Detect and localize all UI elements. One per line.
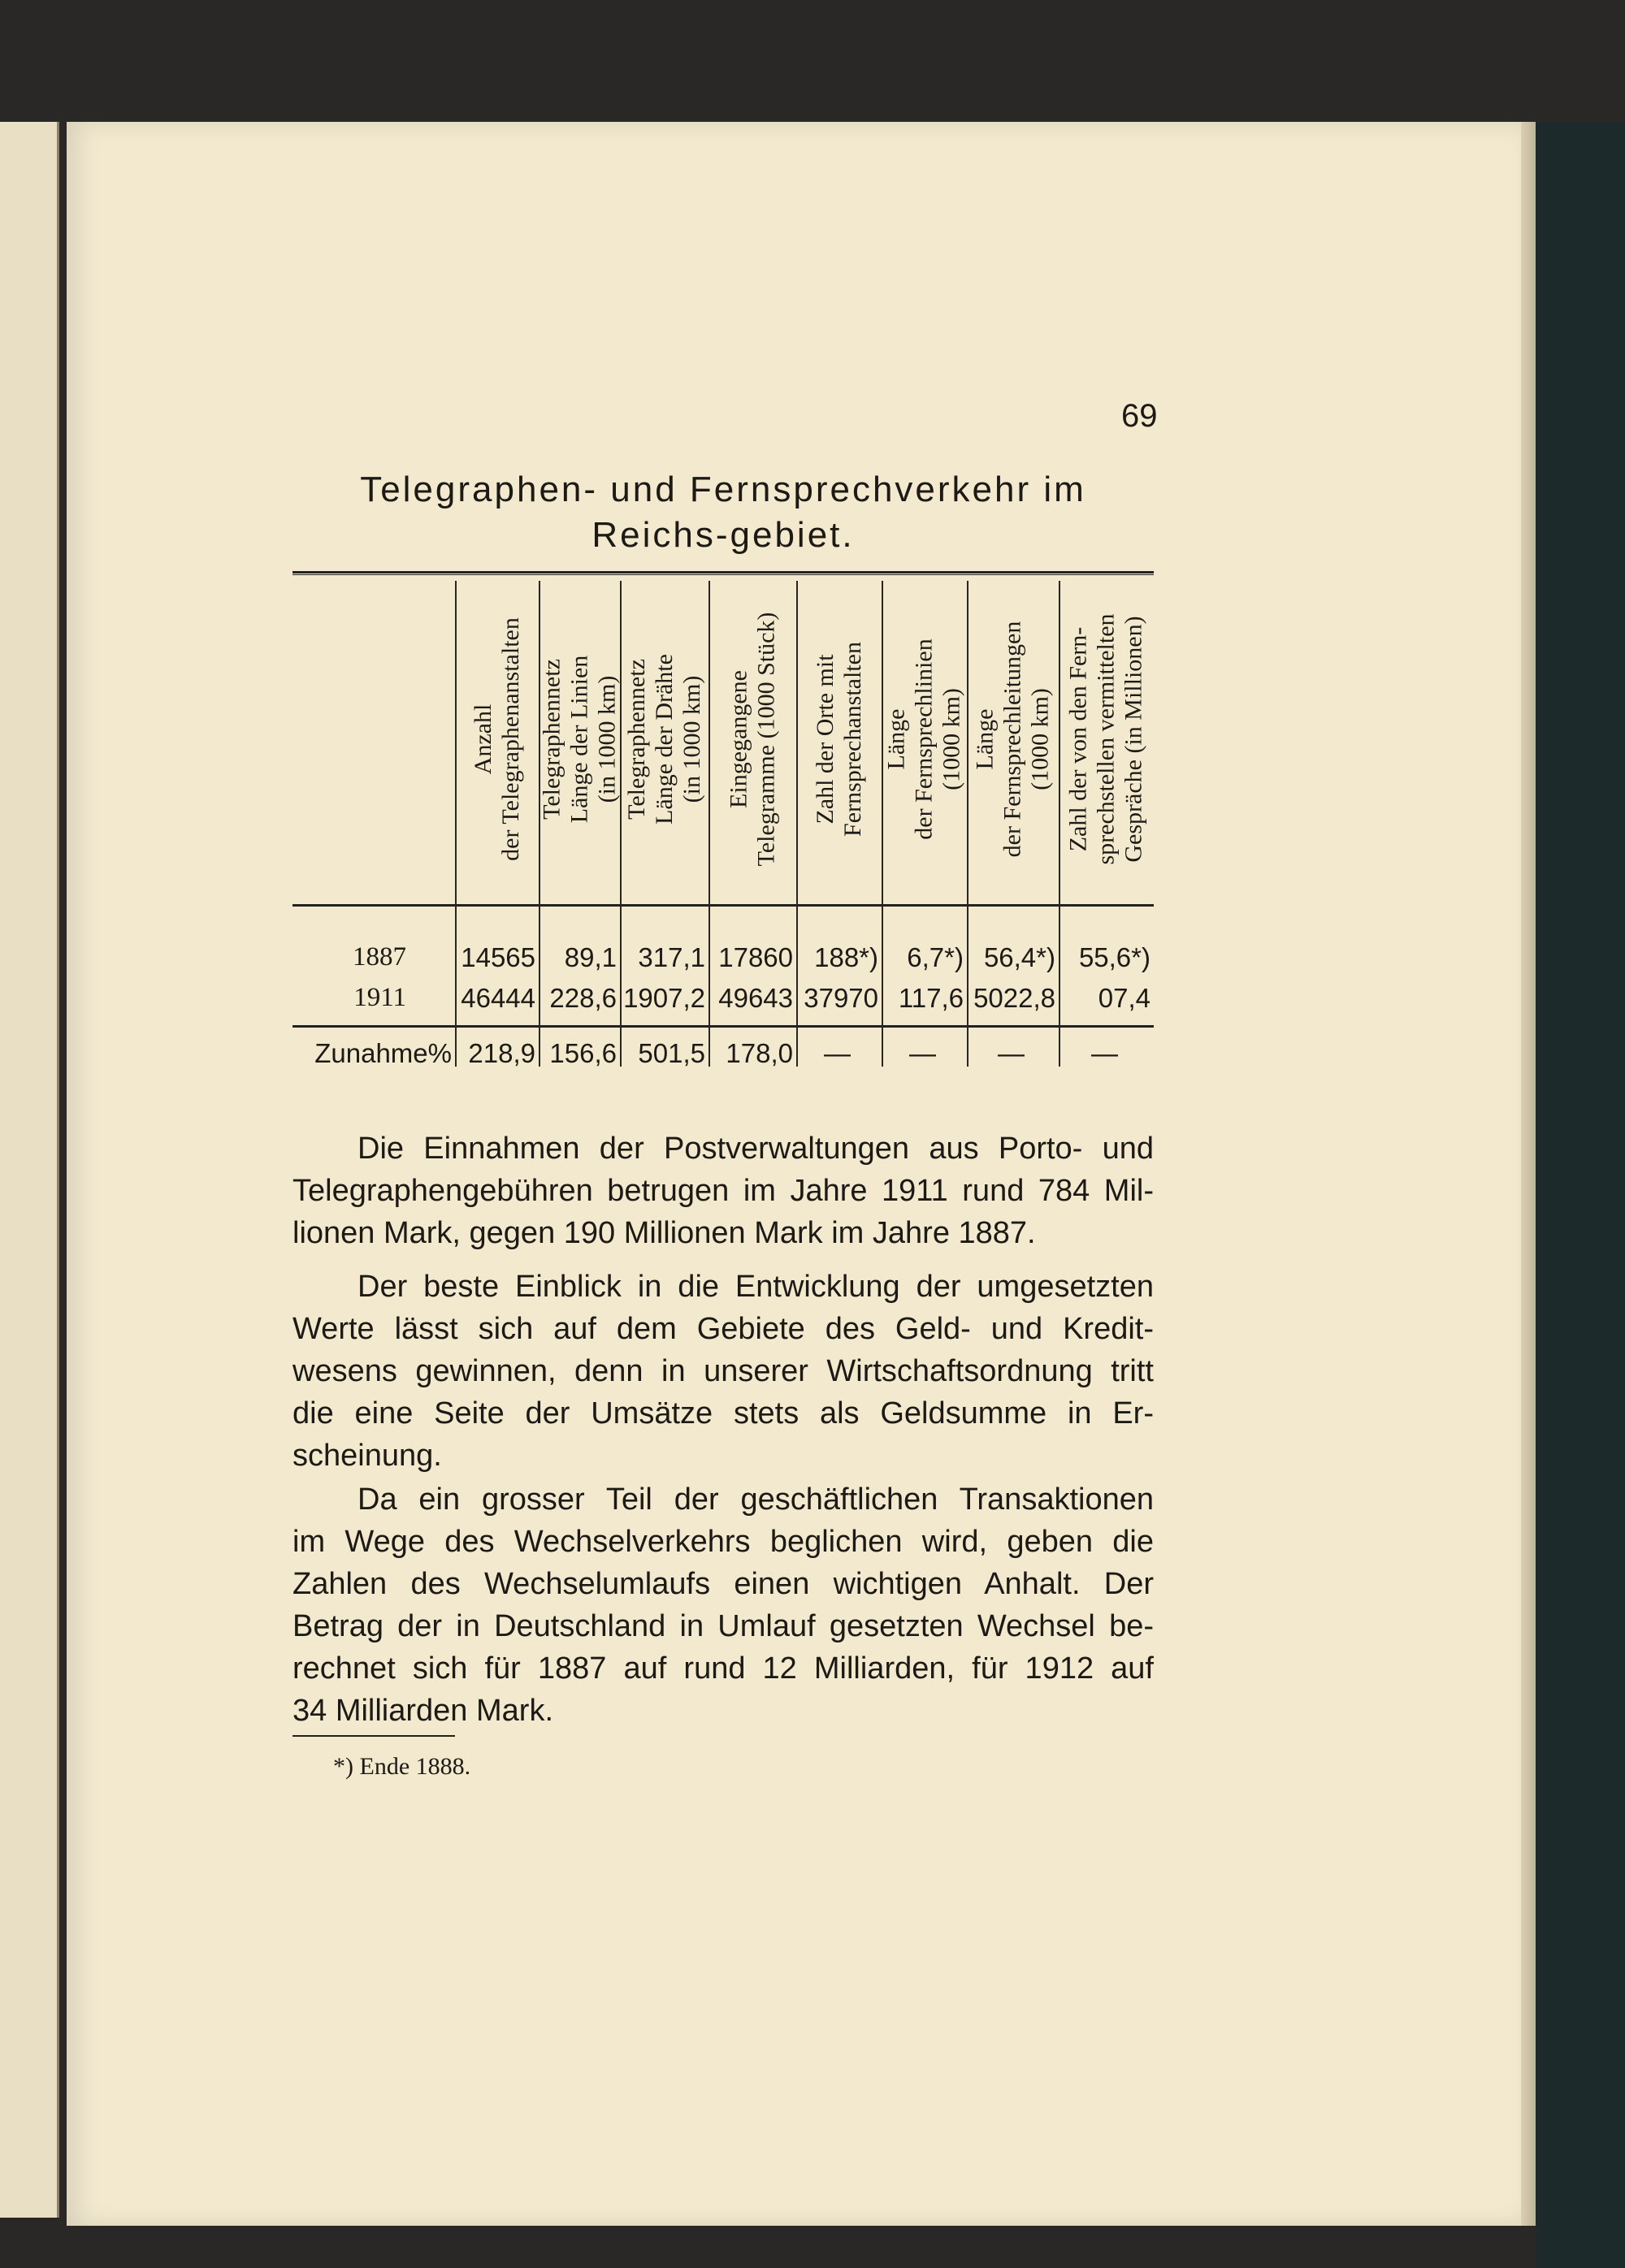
table-rule (292, 904, 1154, 907)
page-edge (1521, 122, 1536, 2226)
column-header (620, 585, 708, 894)
table-cell: 5022,8 (973, 983, 1055, 1013)
column-header (1059, 585, 1154, 894)
table-cell: — (824, 1038, 851, 1068)
column-header (455, 585, 539, 894)
column-header-text: Länge der Fernsprechlinien (1000 km) (882, 638, 965, 840)
column-header (967, 585, 1059, 894)
paragraph-line: 34 Milliarden Mark. (292, 1694, 553, 1728)
paragraph-line: Der beste Einblick in die Entwicklung der umgesetzten (358, 1270, 1154, 1304)
page-number: 69 (1121, 398, 1158, 434)
paragraph-line: Werte lässt sich auf dem Gebiete des Geld- und Kredit- (292, 1312, 1154, 1346)
column-header-text: Telegraphennetz Länge der Linien (in 1000 km) (538, 655, 621, 824)
left-page-edge (0, 122, 59, 2218)
table-rule (292, 571, 1154, 573)
table-cell: 156,6 (549, 1038, 617, 1068)
table-cell: 46444 (461, 983, 535, 1013)
table-cell: 501,5 (638, 1038, 705, 1068)
column-header-text: Anzahl der Telegraphenanstalten (469, 617, 524, 861)
paragraph-line: wesens gewinnen, denn in unserer Wirtschaftsordnung tritt (292, 1354, 1154, 1388)
column-header (539, 585, 620, 894)
table-cell: 1907,2 (623, 983, 705, 1013)
table-cell: 17860 (718, 942, 793, 972)
table-cell: 317,1 (638, 942, 705, 972)
book-cover-board (1536, 122, 1625, 2268)
paragraph-line: Da ein grosser Teil der geschäftlichen Transaktionen (358, 1482, 1154, 1517)
table-cell: 6,7*) (907, 942, 964, 972)
column-header-text: Eingegangene Telegramme (1000 Stück) (725, 612, 779, 867)
table-cell: 89,1 (564, 942, 617, 972)
paragraph-line: im Wege des Wechselverkehrs beglichen wird, geben die (292, 1525, 1154, 1559)
table-cell: 117,6 (898, 983, 964, 1013)
table-cell: 178,0 (726, 1038, 793, 1068)
footnote-rule (292, 1735, 455, 1737)
table-cell: — (1091, 1038, 1118, 1068)
table-cell: — (909, 1038, 936, 1068)
table-cell: 07,4 (1098, 983, 1150, 1013)
table-cell: 14565 (461, 942, 535, 972)
paragraph-line: Betrag der in Deutschland in Umlauf gesetzten Wechsel be- (292, 1609, 1154, 1643)
row-label: 1887 (353, 942, 406, 972)
table-title-text: Telegraphen- und Fernsprechverkehr im Reichs-gebiet. (360, 470, 1086, 555)
table-cell: 37970 (804, 983, 878, 1013)
paragraph-line: rechnet sich für 1887 auf rund 12 Milliarden, für 1912 auf (292, 1651, 1154, 1686)
column-header-text: Zahl der Orte mit Fernsprechanstalten (811, 642, 866, 837)
row-label: Zunahme% (314, 1038, 452, 1068)
row-label: 1911 (353, 983, 406, 1012)
column-header-text: Zahl der von den Fern- sprechstellen vermittelten Gespräche (in Millionen) (1064, 613, 1147, 865)
paragraph-line: Die Einnahmen der Postverwaltungen aus Porto- und (358, 1132, 1154, 1166)
column-header (708, 585, 796, 894)
paragraph-2 (292, 1266, 1154, 1477)
table-cell: 56,4*) (983, 942, 1055, 972)
paragraph-line: Telegraphengebühren betrugen im Jahre 1911 rund 784 Mil- (292, 1174, 1154, 1208)
paragraph-line: Zahlen des Wechselumlaufs einen wichtigen Anhalt. Der (292, 1567, 1154, 1601)
paragraph-3 (292, 1478, 1154, 1732)
table-cell: 218,9 (468, 1038, 535, 1068)
paragraph-line: scheinung. (292, 1439, 442, 1473)
table-title (292, 467, 1154, 558)
paragraph-line: lionen Mark, gegen 190 Millionen Mark im Jahre 1887. (292, 1216, 1036, 1250)
table-rule (292, 574, 1154, 575)
table-cell: 55,6*) (1078, 942, 1150, 972)
table-rule (292, 1025, 1154, 1028)
paragraph-1 (292, 1128, 1154, 1254)
footnote: *) Ende 1888. (333, 1753, 471, 1780)
table-cell: 188*) (814, 942, 878, 972)
column-header (882, 585, 967, 894)
table-cell: 228,6 (549, 983, 617, 1013)
column-header-text: Länge der Fernsprechleitungen (1000 km) (971, 621, 1054, 858)
table-cell: 49643 (718, 983, 793, 1013)
column-header (796, 585, 882, 894)
column-header-text: Telegraphennetz Länge der Drähte (in 1000 km) (622, 654, 705, 825)
table-cell: — (998, 1038, 1025, 1068)
paragraph-line: die eine Seite der Umsätze stets als Geldsumme in Er- (292, 1396, 1154, 1430)
